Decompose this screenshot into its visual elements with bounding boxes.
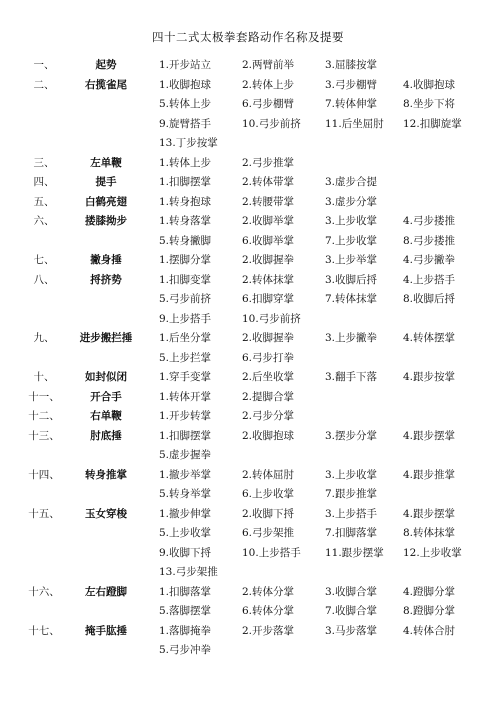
section-number: 二、 bbox=[33, 78, 55, 91]
movement-step: 3.上步撇拳 bbox=[325, 332, 378, 344]
section-name: 如封似闭 bbox=[85, 371, 127, 383]
movement-step: 5.转体上步 bbox=[159, 98, 212, 110]
movement-step: 5.弓步冲拳 bbox=[159, 644, 212, 656]
movement-step: 7.转体伸掌 bbox=[325, 98, 378, 110]
section-number: 九、 bbox=[33, 332, 55, 344]
section-number: 十、 bbox=[33, 371, 55, 383]
movement-step: 9.上步搭手 bbox=[159, 312, 212, 325]
section-name: 捋挤势 bbox=[90, 273, 122, 286]
movement-step: 1.开步转掌 bbox=[159, 410, 212, 422]
section-name: 白鹤亮翅 bbox=[85, 195, 127, 208]
movement-step: 8.弓步搂推 bbox=[403, 234, 456, 247]
movement-line bbox=[0, 76, 496, 96]
movement-line bbox=[0, 95, 496, 115]
section-number: 六、 bbox=[33, 215, 55, 227]
movement-step: 3.上步搭手 bbox=[325, 507, 378, 520]
movement-step: 6.扣脚穿掌 bbox=[242, 293, 295, 305]
section-number: 十五、 bbox=[28, 507, 60, 520]
movement-step: 3.弓步棚臂 bbox=[325, 78, 378, 91]
movement-step: 2.转腰带掌 bbox=[242, 195, 295, 208]
movement-step: 3.收脚合掌 bbox=[325, 585, 378, 598]
movement-step: 1.撤步举掌 bbox=[159, 468, 212, 481]
movement-step: 2.收脚下捋 bbox=[242, 507, 295, 520]
movement-step: 6.上步收掌 bbox=[242, 488, 295, 500]
movement-line bbox=[0, 505, 496, 525]
movement-step: 4.跟步摆掌 bbox=[403, 429, 456, 442]
movement-step: 6.弓步棚臂 bbox=[242, 98, 295, 110]
movement-step: 2.转体带掌 bbox=[242, 176, 295, 188]
movement-line bbox=[0, 544, 496, 564]
movement-list bbox=[0, 56, 496, 661]
movement-step: 4.跟步摆掌 bbox=[403, 507, 456, 520]
movement-step: 6.收脚举掌 bbox=[242, 234, 295, 247]
movement-step: 4.跟步按掌 bbox=[403, 371, 456, 383]
section-name: 肘底捶 bbox=[90, 429, 122, 442]
section-number: 一、 bbox=[33, 59, 55, 71]
movement-step: 1.扣脚落掌 bbox=[159, 585, 212, 598]
movement-step: 7.扣脚落掌 bbox=[325, 527, 378, 539]
movement-step: 3.上步收掌 bbox=[325, 215, 378, 227]
movement-step: 1.收脚抱球 bbox=[159, 78, 212, 91]
movement-step: 1.转体上步 bbox=[159, 156, 212, 169]
movement-step: 2.开步落掌 bbox=[242, 624, 295, 637]
section-name: 提手 bbox=[95, 176, 117, 188]
movement-step: 1.后坐分掌 bbox=[159, 332, 212, 344]
movement-step: 4.蹬脚分掌 bbox=[403, 585, 456, 598]
movement-step: 10.弓步前挤 bbox=[242, 312, 301, 325]
movement-step: 3.屈膝按掌 bbox=[325, 59, 378, 71]
movement-step: 8.转体抹掌 bbox=[403, 527, 456, 539]
movement-step: 7.上步收掌 bbox=[325, 234, 378, 247]
movement-step: 1.扣脚摆掌 bbox=[159, 176, 212, 188]
movement-step: 4.收脚抱球 bbox=[403, 78, 456, 91]
movement-line bbox=[0, 524, 496, 544]
movement-step: 5.落脚摆掌 bbox=[159, 605, 212, 617]
section-name: 左右蹬脚 bbox=[85, 585, 127, 598]
movement-step: 5.弓步前挤 bbox=[159, 293, 212, 305]
movement-line bbox=[0, 407, 496, 427]
movement-line bbox=[0, 602, 496, 622]
movement-step: 1.撤步伸掌 bbox=[159, 507, 212, 520]
movement-step: 2.后坐收掌 bbox=[242, 371, 295, 383]
section-name: 起势 bbox=[95, 59, 117, 71]
movement-step: 12.扣脚旋掌 bbox=[403, 117, 462, 130]
movement-step: 5.上步拦掌 bbox=[159, 351, 212, 364]
movement-step: 8.收脚后捋 bbox=[403, 293, 456, 305]
movement-step: 3.马步落掌 bbox=[325, 624, 378, 637]
section-name: 掩手肱捶 bbox=[85, 624, 127, 637]
section-number: 十四、 bbox=[28, 468, 60, 481]
movement-step: 10.上步搭手 bbox=[242, 546, 301, 559]
movement-step: 2.转体分掌 bbox=[242, 585, 295, 598]
movement-step: 6.转体分掌 bbox=[242, 605, 295, 617]
section-name: 右揽雀尾 bbox=[85, 78, 127, 91]
section-name: 转身推掌 bbox=[85, 468, 127, 481]
movement-line bbox=[0, 56, 496, 76]
movement-step: 1.落脚掩拳 bbox=[159, 624, 212, 637]
movement-step: 7.跟步推掌 bbox=[325, 488, 378, 500]
section-number: 三、 bbox=[33, 156, 55, 169]
movement-step: 3.收脚后捋 bbox=[325, 273, 378, 286]
section-name: 左单鞭 bbox=[90, 156, 122, 169]
movement-step: 1.摆脚分掌 bbox=[159, 254, 212, 266]
section-number: 十三、 bbox=[28, 429, 60, 442]
movement-line bbox=[0, 310, 496, 330]
movement-step: 4.跟步推掌 bbox=[403, 468, 456, 481]
movement-step: 7.收脚合掌 bbox=[325, 605, 378, 617]
section-number: 七、 bbox=[33, 254, 55, 266]
movement-line bbox=[0, 485, 496, 505]
movement-line bbox=[0, 466, 496, 486]
movement-line bbox=[0, 154, 496, 174]
movement-step: 2.弓步推掌 bbox=[242, 156, 295, 169]
movement-step: 2.转体上步 bbox=[242, 78, 295, 91]
section-name: 右单鞭 bbox=[90, 410, 122, 422]
movement-step: 1.扣脚摆掌 bbox=[159, 429, 212, 442]
movement-line bbox=[0, 173, 496, 193]
movement-line bbox=[0, 368, 496, 388]
section-number: 八、 bbox=[33, 273, 55, 286]
movement-step: 8.蹬脚分掌 bbox=[403, 605, 456, 617]
movement-line bbox=[0, 388, 496, 408]
movement-step: 5.虚步握拳 bbox=[159, 449, 212, 461]
section-number: 十一、 bbox=[28, 390, 60, 403]
movement-step: 7.转体抹掌 bbox=[325, 293, 378, 305]
movement-line bbox=[0, 115, 496, 135]
movement-line bbox=[0, 212, 496, 232]
movement-step: 4.弓步搂推 bbox=[403, 215, 456, 227]
movement-line bbox=[0, 232, 496, 252]
movement-step: 2.两臂前举 bbox=[242, 59, 295, 71]
movement-step: 6.弓步架推 bbox=[242, 527, 295, 539]
movement-step: 2.提脚合掌 bbox=[242, 390, 295, 403]
movement-step: 11.跟步摆掌 bbox=[325, 546, 384, 559]
movement-step: 6.弓步打拳 bbox=[242, 351, 295, 364]
page-title: 四十二式太极拳套路动作名称及提要 bbox=[152, 30, 344, 44]
movement-step: 12.上步收掌 bbox=[403, 546, 462, 559]
movement-step: 2.收脚握拳 bbox=[242, 332, 295, 344]
movement-step: 3.虚步合提 bbox=[325, 176, 378, 188]
movement-step: 8.坐步下将 bbox=[403, 98, 456, 110]
movement-step: 4.上步搭手 bbox=[403, 273, 456, 286]
movement-line bbox=[0, 329, 496, 349]
section-name: 进步搬拦捶 bbox=[79, 332, 133, 344]
movement-line bbox=[0, 427, 496, 447]
movement-step: 3.上步举掌 bbox=[325, 254, 378, 266]
movement-step: 11.后坐屈肘 bbox=[325, 117, 384, 130]
movement-line bbox=[0, 446, 496, 466]
movement-step: 4.转体合肘 bbox=[403, 624, 456, 637]
movement-line bbox=[0, 134, 496, 154]
movement-step: 3.虚步分掌 bbox=[325, 195, 378, 208]
movement-line bbox=[0, 622, 496, 642]
movement-step: 9.旋臂搭手 bbox=[159, 117, 212, 130]
movement-line bbox=[0, 251, 496, 271]
section-name: 玉女穿梭 bbox=[85, 507, 127, 520]
movement-step: 2.转体屈肘 bbox=[242, 468, 295, 481]
movement-line bbox=[0, 563, 496, 583]
section-name: 开合手 bbox=[90, 390, 122, 403]
section-number: 十七、 bbox=[28, 624, 60, 637]
movement-line bbox=[0, 349, 496, 369]
movement-step: 2.转体抹掌 bbox=[242, 273, 295, 286]
section-number: 十六、 bbox=[28, 585, 60, 598]
movement-step: 10.弓步前挤 bbox=[242, 117, 301, 130]
movement-step: 4.弓步撇拳 bbox=[403, 254, 456, 266]
movement-step: 1.转身落掌 bbox=[159, 215, 212, 227]
movement-step: 2.收脚抱球 bbox=[242, 429, 295, 442]
movement-step: 5.上步收掌 bbox=[159, 527, 212, 539]
movement-line bbox=[0, 271, 496, 291]
movement-step: 1.扣脚变掌 bbox=[159, 273, 212, 286]
movement-step: 5.转身举掌 bbox=[159, 488, 212, 500]
movement-step: 13.丁步按掌 bbox=[159, 137, 218, 149]
movement-step: 3.摆步分掌 bbox=[325, 429, 378, 442]
movement-line bbox=[0, 641, 496, 661]
movement-step: 5.转身撇脚 bbox=[159, 234, 212, 247]
movement-line bbox=[0, 583, 496, 603]
movement-step: 2.弓步分掌 bbox=[242, 410, 295, 422]
movement-step: 1.转体开掌 bbox=[159, 390, 212, 403]
section-number: 十二、 bbox=[28, 410, 60, 422]
movement-step: 9.收脚下捋 bbox=[159, 546, 212, 559]
movement-step: 3.翻手下落 bbox=[325, 371, 378, 383]
section-number: 五、 bbox=[33, 195, 55, 208]
section-name: 撇身捶 bbox=[90, 254, 122, 266]
movement-step: 2.收脚握拳 bbox=[242, 254, 295, 266]
movement-step: 1.开步站立 bbox=[159, 59, 212, 71]
movement-step: 4.转体摆掌 bbox=[403, 332, 456, 344]
movement-line bbox=[0, 290, 496, 310]
movement-step: 1.穿手变掌 bbox=[159, 371, 212, 383]
movement-step: 3.上步收掌 bbox=[325, 468, 378, 481]
movement-line bbox=[0, 193, 496, 213]
movement-step: 13.弓步架推 bbox=[159, 566, 218, 578]
movement-step: 1.转身抱球 bbox=[159, 195, 212, 208]
section-name: 搂膝拗步 bbox=[85, 215, 127, 227]
movement-step: 2.收脚举掌 bbox=[242, 215, 295, 227]
section-number: 四、 bbox=[33, 176, 55, 188]
